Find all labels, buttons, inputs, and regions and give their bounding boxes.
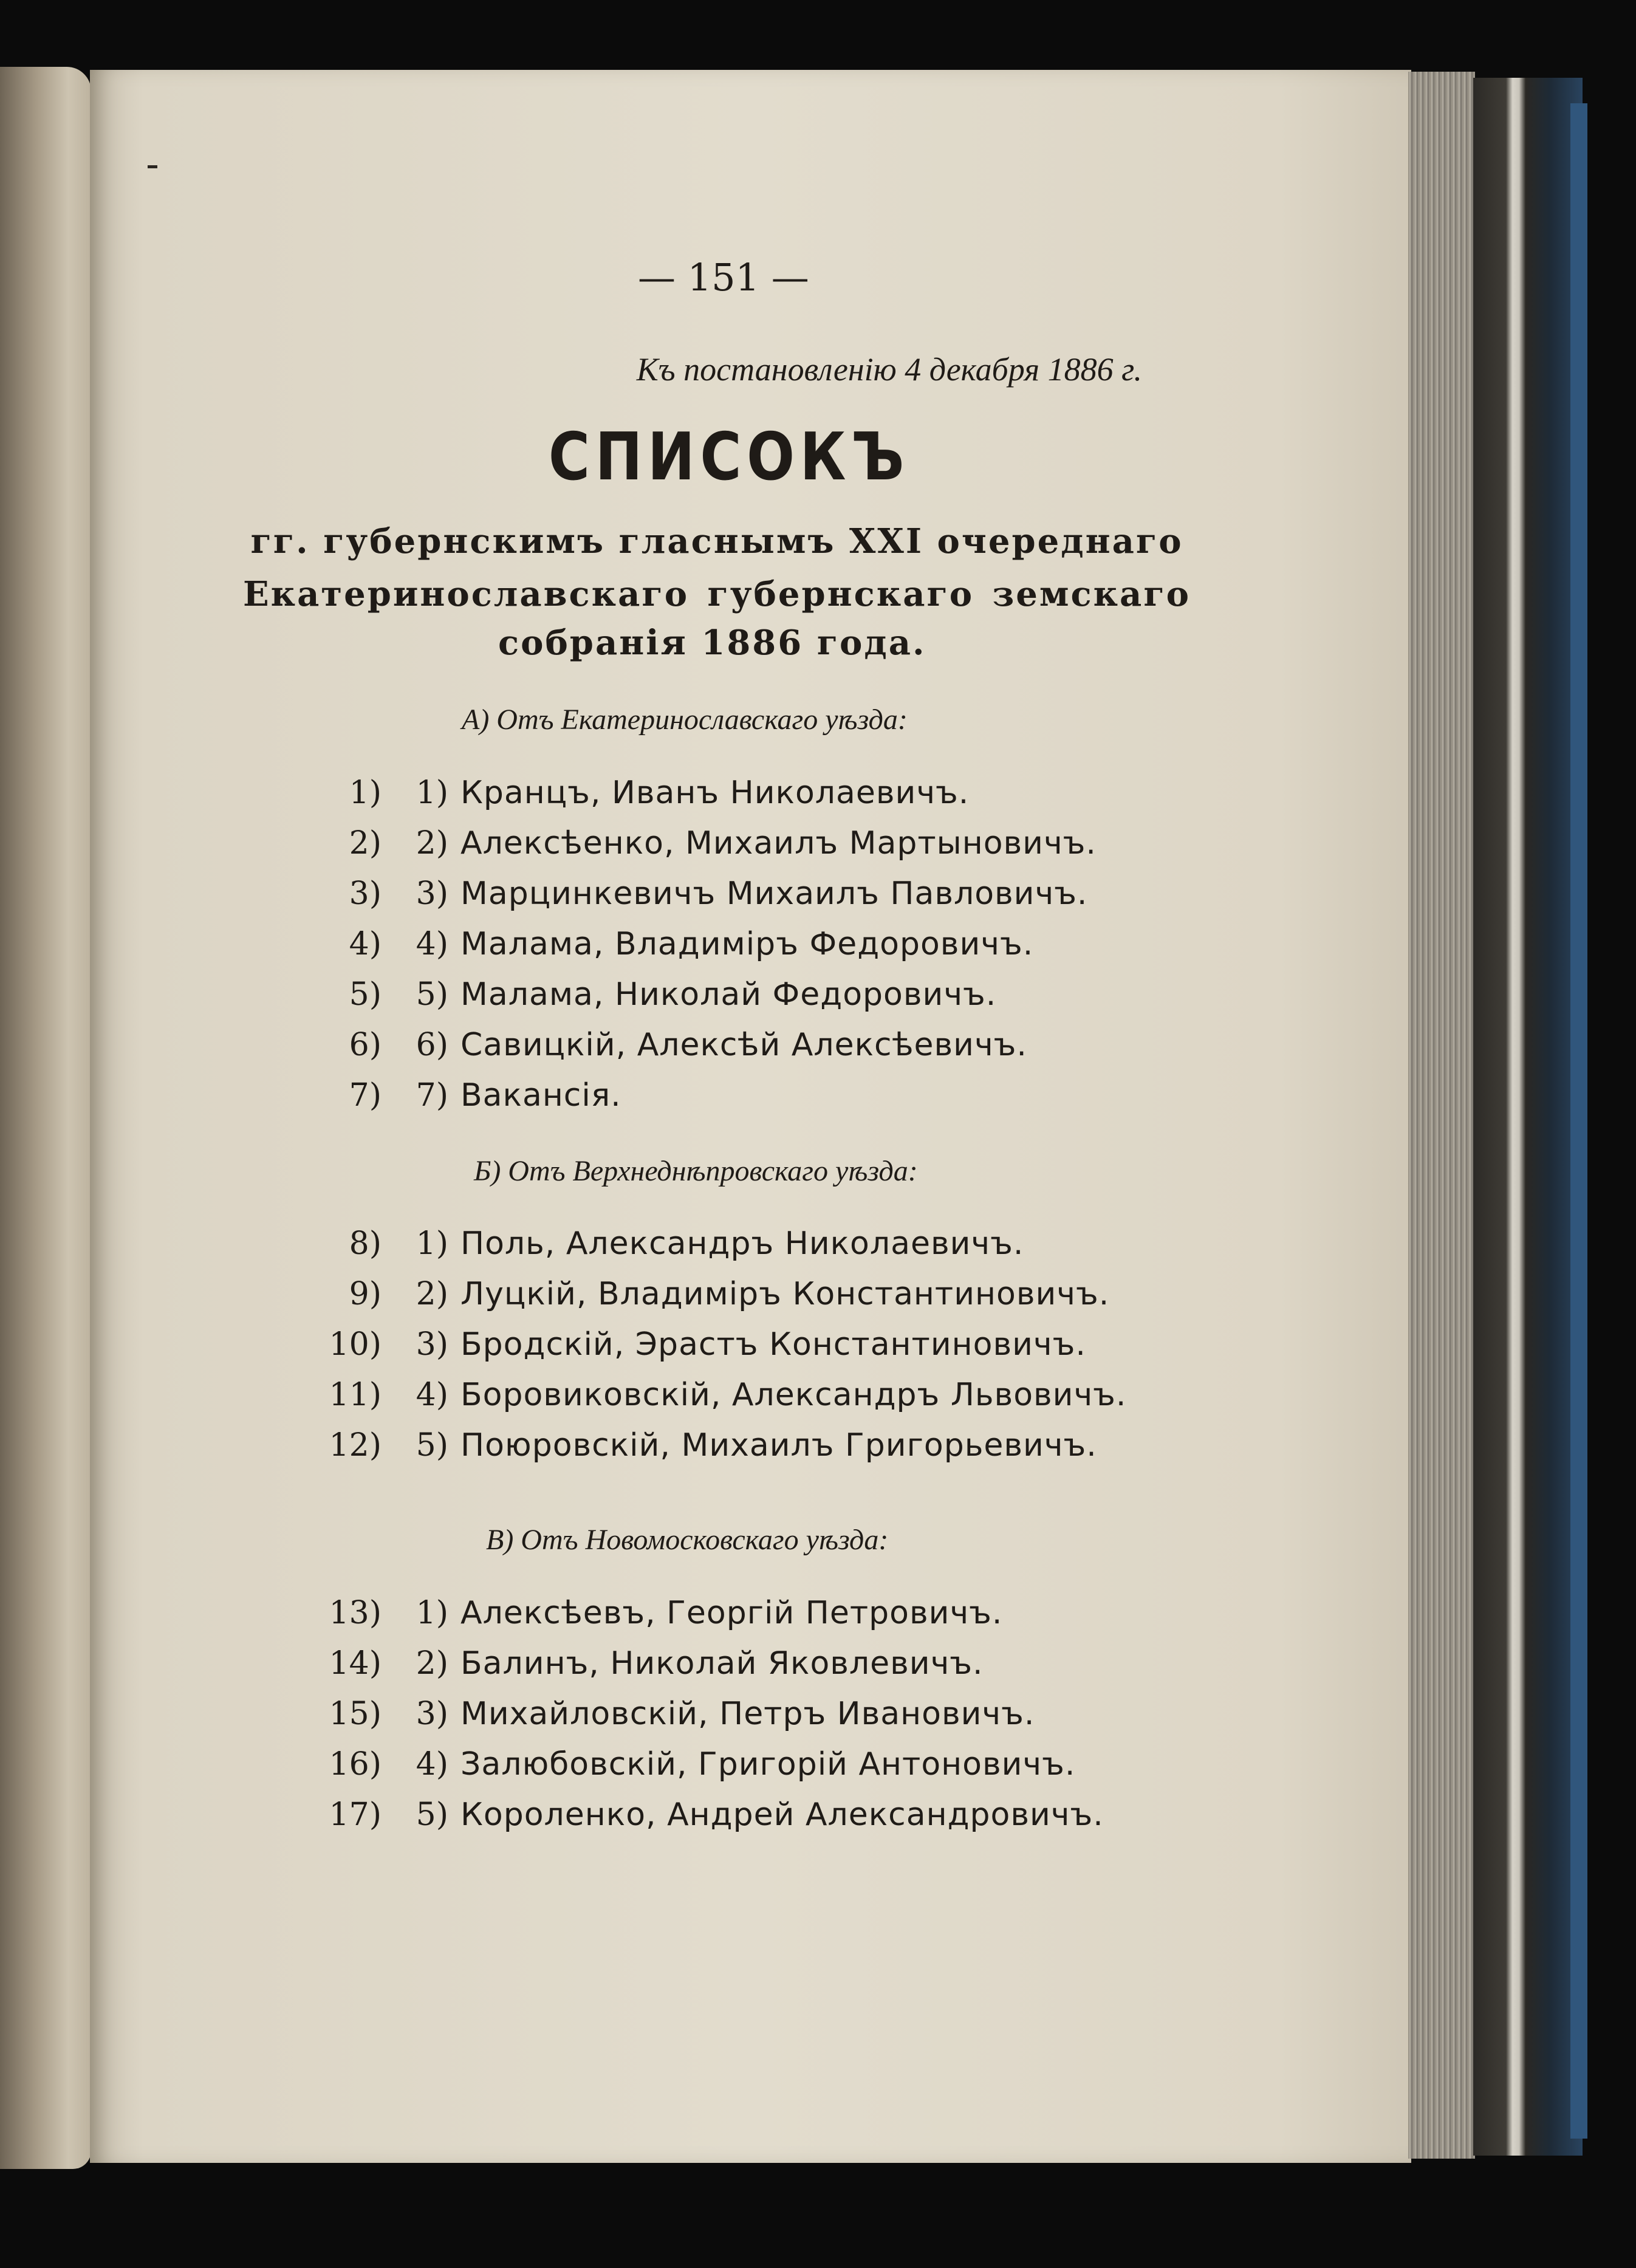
section-heading-a: А) Отъ Екатеринославскаго уѣзда: — [462, 704, 908, 736]
list-item — [304, 1027, 1027, 1073]
entry-district-number: 1) — [416, 1225, 448, 1262]
entry-number: 11) — [329, 1377, 382, 1413]
entry-district-number: 3) — [416, 1326, 448, 1363]
entry-number: 1) — [349, 775, 382, 811]
list-item — [304, 1797, 1104, 1843]
entry-name: Савицкій, Алексѣй Алексѣевичъ. — [460, 1027, 1027, 1063]
list-item — [304, 775, 969, 821]
list-item — [304, 875, 1087, 922]
entry-district-number: 3) — [416, 1696, 448, 1732]
entry-district-number: 3) — [416, 875, 448, 912]
entry-district-number: 5) — [416, 1427, 448, 1464]
subtitle-line-1: гг. губернскимъ гласнымъ XXI очереднаго — [250, 521, 1183, 561]
entry-name: Малама, Николай Федоровичъ. — [460, 976, 997, 1013]
entry-district-number: 2) — [416, 1645, 448, 1682]
subtitle-line-2: Екатеринославскаго губернскаго земскаго — [243, 574, 1191, 614]
list-item — [304, 1427, 1097, 1473]
section-heading-c: В) Отъ Новомосковскаго уѣзда: — [486, 1524, 889, 1556]
entry-number: 10) — [329, 1326, 382, 1363]
entry-district-number: 4) — [416, 1746, 448, 1783]
entry-number: 7) — [349, 1077, 382, 1114]
list-item — [304, 1377, 1126, 1423]
entry-name: Балинъ, Николай Яковлевичъ. — [460, 1645, 984, 1682]
entry-name: Алексѣенко, Михаилъ Мартыновичъ. — [460, 825, 1097, 862]
list-item — [304, 1595, 1002, 1641]
entry-number: 8) — [349, 1225, 382, 1262]
entry-number: 6) — [349, 1027, 382, 1063]
list-item — [304, 926, 1033, 972]
entry-name: Луцкій, Владиміръ Константиновичъ. — [460, 1276, 1110, 1312]
page-number: — 151 — — [638, 255, 809, 300]
subtitle-line-3: собранія 1886 года. — [498, 623, 926, 663]
entry-number: 12) — [329, 1427, 382, 1464]
entry-district-number: 1) — [416, 1595, 448, 1631]
entry-name: Вакансія. — [460, 1077, 621, 1114]
section-heading-b: Б) Отъ Верхнеднѣпровскаго уѣзда: — [474, 1155, 918, 1187]
list-item — [304, 825, 1097, 871]
entry-name: Залюбовскій, Григорій Антоновичъ. — [460, 1746, 1076, 1783]
list-item — [304, 976, 996, 1023]
entry-number: 15) — [329, 1696, 382, 1732]
entry-name: Короленко, Андрей Александровичъ. — [460, 1797, 1104, 1833]
list-item — [304, 1645, 984, 1691]
entry-district-number: 7) — [416, 1077, 448, 1114]
entry-name: Михайловскій, Петръ Ивановичъ. — [460, 1696, 1035, 1732]
list-item — [304, 1696, 1035, 1742]
list-item — [304, 1746, 1075, 1792]
entry-number: 17) — [329, 1797, 382, 1833]
entry-name: Поюровскій, Михаилъ Григорьевичъ. — [460, 1427, 1097, 1464]
entry-number: 4) — [349, 926, 382, 962]
entry-number: 2) — [349, 825, 382, 862]
document-title: СПИСОКЪ — [548, 419, 910, 495]
entry-district-number: 2) — [416, 825, 448, 862]
entry-district-number: 6) — [416, 1027, 448, 1063]
list-item — [304, 1326, 1086, 1372]
entry-number: 14) — [329, 1645, 382, 1682]
list-item — [304, 1225, 1024, 1272]
entry-district-number: 5) — [416, 1797, 448, 1833]
entry-name: Марцинкевичъ Михаилъ Павловичъ. — [460, 875, 1088, 912]
entry-district-number: 1) — [416, 775, 448, 811]
entry-district-number: 4) — [416, 1377, 448, 1413]
entry-number: 3) — [349, 875, 382, 912]
entry-district-number: 4) — [416, 926, 448, 962]
entry-number: 9) — [349, 1276, 382, 1312]
list-item — [304, 1077, 621, 1123]
entry-district-number: 2) — [416, 1276, 448, 1312]
entry-name: Бродскій, Эрастъ Константиновичъ. — [460, 1326, 1086, 1363]
epigraph: Къ постановленію 4 декабря 1886 г. — [636, 351, 1142, 388]
entry-number: 13) — [329, 1595, 382, 1631]
entry-district-number: 5) — [416, 976, 448, 1013]
entry-name: Алексѣевъ, Георгій Петровичъ. — [460, 1595, 1003, 1631]
list-item — [304, 1276, 1109, 1322]
entry-name: Боровиковскій, Александръ Львовичъ. — [460, 1377, 1127, 1413]
entry-name: Малама, Владиміръ Федоровичъ. — [460, 926, 1034, 962]
entry-number: 16) — [329, 1746, 382, 1783]
entry-name: Кранцъ, Иванъ Николаевичъ. — [460, 775, 970, 811]
entry-number: 5) — [349, 976, 382, 1013]
entry-name: Поль, Александръ Николаевичъ. — [460, 1225, 1024, 1262]
